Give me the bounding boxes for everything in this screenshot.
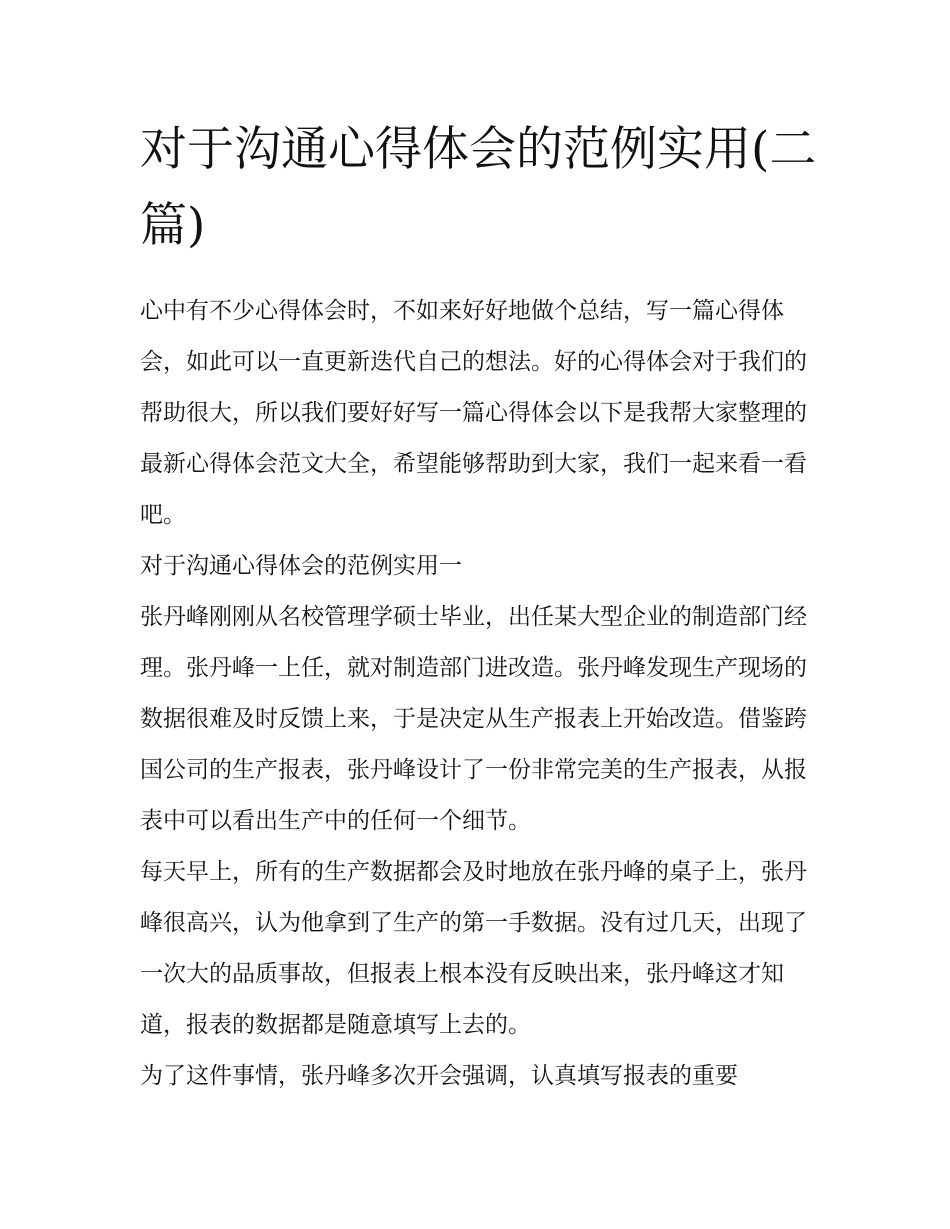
document-title: 对于沟通心得体会的范例实用(二篇) — [140, 122, 817, 253]
body-paragraph: 张丹峰刚刚从名校管理学硕士毕业，出任某大型企业的制造部门经理。张丹峰一上任，就对制造部门进改造。张丹峰发现生产现场的数据很难及时反馈上来，于是决定从生产报表上开始改造。借鉴跨国公司的生产报表，张丹峰设计了一份非常完美的生产报表，从报表中可以看出生产中的任何一个细节。 — [140, 604, 807, 834]
body-paragraph: 为了这件事情，张丹峰多次开会强调，认真填写报表的重要 — [140, 1063, 738, 1089]
document-body — [140, 112, 820, 1102]
intro-paragraph: 心中有不少心得体会时，不如来好好地做个总结，写一篇心得体会，如此可以一直更新迭代自己的想法。好的心得体会对于我们的帮助很大，所以我们要好好写一篇心得体会以下是我帮大家整理的最新心得体会范文大全，希望能够帮助到大家，我们一起来看一看吧。 — [140, 298, 807, 528]
section-heading: 对于沟通心得体会的范例实用一 — [140, 553, 462, 579]
body-paragraph: 每天早上，所有的生产数据都会及时地放在张丹峰的桌子上，张丹峰很高兴，认为他拿到了生产的第一手数据。没有过几天，出现了一次大的品质事故，但报表上根本没有反映出来，张丹峰这才知道，报表的数据都是随意填写上去的。 — [140, 859, 807, 1038]
